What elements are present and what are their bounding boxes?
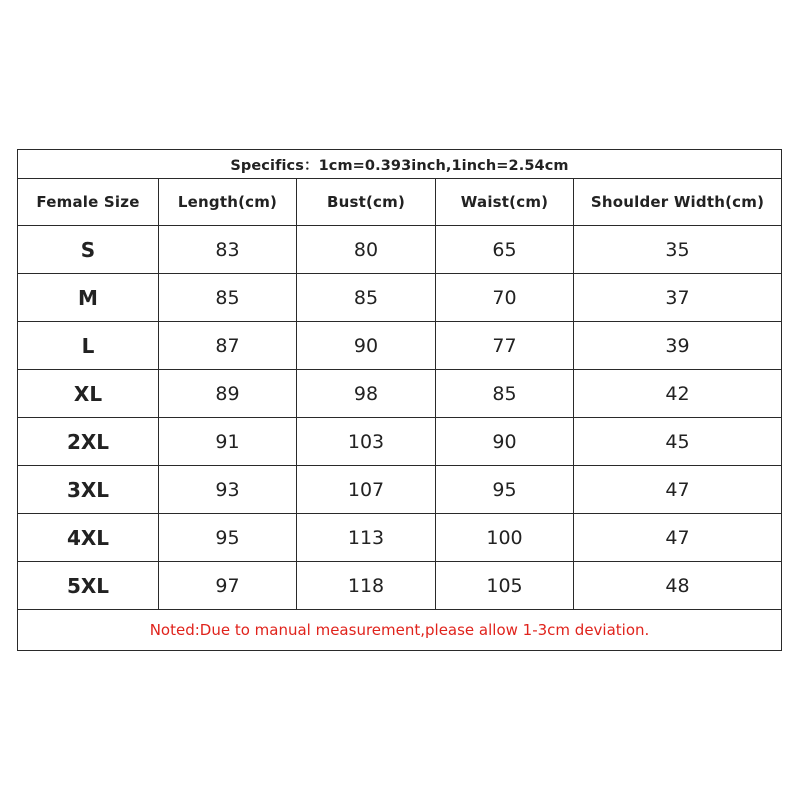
bust-cell: 118	[297, 562, 436, 610]
header-length: Length(cm)	[159, 179, 297, 226]
table-row	[18, 274, 782, 322]
length-cell: 91	[159, 418, 297, 466]
specifics-row	[18, 150, 782, 179]
header-shoulder-width: Shoulder Width(cm)	[574, 179, 782, 226]
specifics-text: Specifics：1cm=0.393inch,1inch=2.54cm	[18, 150, 782, 179]
bust-cell: 85	[297, 274, 436, 322]
size-cell: S	[18, 226, 159, 274]
length-cell: 97	[159, 562, 297, 610]
table-row	[18, 226, 782, 274]
shoulder-cell: 42	[574, 370, 782, 418]
size-cell: 2XL	[18, 418, 159, 466]
waist-cell: 100	[436, 514, 574, 562]
bust-cell: 98	[297, 370, 436, 418]
header-bust: Bust(cm)	[297, 179, 436, 226]
note-row	[18, 610, 782, 651]
length-cell: 95	[159, 514, 297, 562]
bust-cell: 107	[297, 466, 436, 514]
table-row	[18, 370, 782, 418]
size-cell: L	[18, 322, 159, 370]
bust-cell: 103	[297, 418, 436, 466]
deviation-note: Noted:Due to manual measurement,please allow 1-3cm deviation.	[18, 610, 782, 651]
size-cell: 4XL	[18, 514, 159, 562]
size-cell: XL	[18, 370, 159, 418]
waist-cell: 90	[436, 418, 574, 466]
shoulder-cell: 48	[574, 562, 782, 610]
length-cell: 85	[159, 274, 297, 322]
size-chart-table	[17, 149, 782, 651]
header-female-size: Female Size	[18, 179, 159, 226]
length-cell: 89	[159, 370, 297, 418]
table-row	[18, 466, 782, 514]
shoulder-cell: 45	[574, 418, 782, 466]
header-row	[18, 179, 782, 226]
table-row	[18, 418, 782, 466]
table-row	[18, 322, 782, 370]
bust-cell: 113	[297, 514, 436, 562]
length-cell: 93	[159, 466, 297, 514]
length-cell: 83	[159, 226, 297, 274]
table-row	[18, 562, 782, 610]
header-waist: Waist(cm)	[436, 179, 574, 226]
bust-cell: 80	[297, 226, 436, 274]
waist-cell: 85	[436, 370, 574, 418]
shoulder-cell: 47	[574, 514, 782, 562]
shoulder-cell: 47	[574, 466, 782, 514]
table-row	[18, 514, 782, 562]
waist-cell: 70	[436, 274, 574, 322]
shoulder-cell: 35	[574, 226, 782, 274]
length-cell: 87	[159, 322, 297, 370]
size-cell: 3XL	[18, 466, 159, 514]
bust-cell: 90	[297, 322, 436, 370]
shoulder-cell: 39	[574, 322, 782, 370]
size-cell: M	[18, 274, 159, 322]
shoulder-cell: 37	[574, 274, 782, 322]
waist-cell: 65	[436, 226, 574, 274]
waist-cell: 95	[436, 466, 574, 514]
waist-cell: 105	[436, 562, 574, 610]
waist-cell: 77	[436, 322, 574, 370]
size-cell: 5XL	[18, 562, 159, 610]
